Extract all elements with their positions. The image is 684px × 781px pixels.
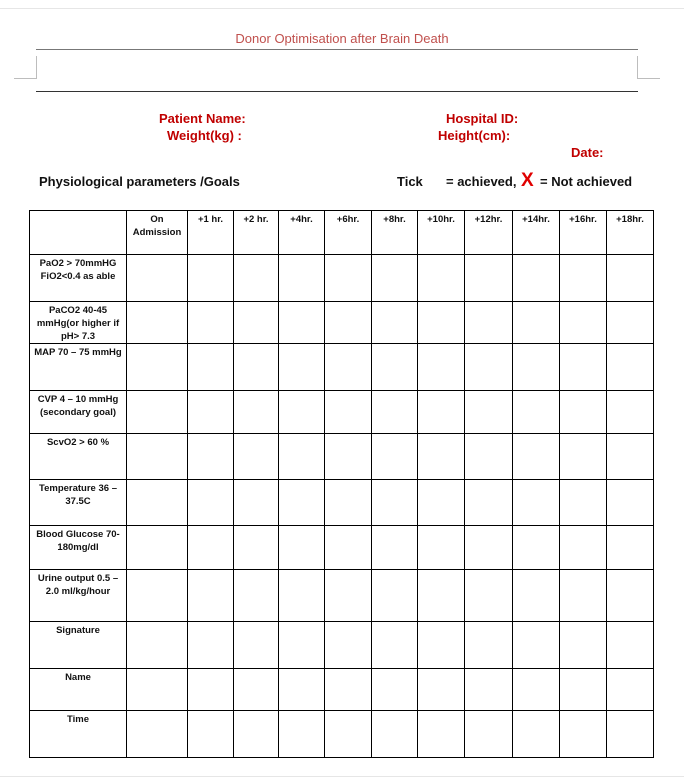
row-label: Blood Glucose 70-180mg/dl [30,526,127,570]
entry-cell[interactable] [465,526,513,570]
entry-cell[interactable] [560,526,607,570]
column-header: On Admission [127,211,188,255]
entry-cell[interactable] [513,622,560,669]
entry-cell[interactable] [418,255,465,302]
column-header: +16hr. [560,211,607,255]
entry-cell[interactable] [127,302,188,344]
entry-cell[interactable] [372,344,418,391]
entry-cell[interactable] [560,711,607,758]
entry-cell[interactable] [372,302,418,344]
column-header: +8hr. [372,211,418,255]
entry-cell[interactable] [418,434,465,480]
entry-cell[interactable] [127,480,188,526]
entry-cell[interactable] [127,434,188,480]
entry-cell[interactable] [560,622,607,669]
parameters-table [29,210,654,758]
entry-cell[interactable] [418,526,465,570]
table-corner-cell [30,211,127,255]
entry-cell[interactable] [607,711,654,758]
hospital-id-label: Hospital ID: [446,111,519,126]
entry-cell[interactable] [279,711,325,758]
entry-cell[interactable] [607,344,654,391]
entry-cell[interactable] [465,480,513,526]
entry-cell[interactable] [188,480,234,526]
column-header: +1 hr. [188,211,234,255]
column-header: +12hr. [465,211,513,255]
entry-cell[interactable] [372,669,418,711]
entry-cell[interactable] [127,344,188,391]
entry-cell[interactable] [607,391,654,434]
entry-cell[interactable] [188,344,234,391]
entry-cell[interactable] [560,255,607,302]
entry-cell[interactable] [465,570,513,622]
bottom-bar [0,776,684,781]
table-row [30,622,654,669]
entry-cell[interactable] [234,669,279,711]
entry-cell[interactable] [418,391,465,434]
entry-cell[interactable] [325,526,372,570]
entry-cell[interactable] [372,622,418,669]
entry-cell[interactable] [325,622,372,669]
entry-cell[interactable] [607,302,654,344]
column-header: +4hr. [279,211,325,255]
entry-cell[interactable] [127,526,188,570]
entry-cell[interactable] [127,391,188,434]
weight-label: Weight(kg) : [167,128,242,143]
entry-cell[interactable] [325,302,372,344]
entry-cell[interactable] [234,344,279,391]
entry-cell[interactable] [325,669,372,711]
entry-cell[interactable] [465,302,513,344]
left-margin-mark [14,56,37,79]
entry-cell[interactable] [279,344,325,391]
achieved-label: = achieved, [446,174,517,189]
entry-cell[interactable] [325,344,372,391]
entry-cell[interactable] [465,434,513,480]
entry-cell[interactable] [188,302,234,344]
table-row [30,434,654,480]
patient-name-label: Patient Name: [159,111,246,126]
entry-cell[interactable] [513,302,560,344]
entry-cell[interactable] [127,255,188,302]
entry-cell[interactable] [607,570,654,622]
entry-cell[interactable] [418,669,465,711]
entry-cell[interactable] [234,622,279,669]
table-row [30,570,654,622]
entry-cell[interactable] [513,669,560,711]
entry-cell[interactable] [127,711,188,758]
entry-cell[interactable] [188,255,234,302]
entry-cell[interactable] [188,622,234,669]
entry-cell[interactable] [372,526,418,570]
entry-cell[interactable] [607,434,654,480]
not-achieved-label: = Not achieved [540,174,633,189]
entry-cell[interactable] [560,480,607,526]
row-label: Time [30,711,127,758]
entry-cell[interactable] [325,434,372,480]
row-label: PaCO2 40-45 mmHg(or higher if pH> 7.3 [30,302,127,344]
entry-cell[interactable] [372,391,418,434]
entry-cell[interactable] [127,669,188,711]
entry-cell[interactable] [513,570,560,622]
entry-cell[interactable] [513,344,560,391]
entry-cell[interactable] [188,570,234,622]
entry-cell[interactable] [372,255,418,302]
entry-cell[interactable] [513,255,560,302]
entry-cell[interactable] [418,570,465,622]
entry-cell[interactable] [513,711,560,758]
entry-cell[interactable] [325,391,372,434]
entry-cell[interactable] [279,434,325,480]
entry-cell[interactable] [513,434,560,480]
entry-cell[interactable] [560,434,607,480]
entry-cell[interactable] [372,570,418,622]
table-row [30,526,654,570]
entry-cell[interactable] [513,480,560,526]
entry-cell[interactable] [325,480,372,526]
entry-cell[interactable] [188,526,234,570]
row-label: Signature [30,622,127,669]
table-row [30,391,654,434]
entry-cell[interactable] [279,570,325,622]
entry-cell[interactable] [188,391,234,434]
column-header: +14hr. [513,211,560,255]
entry-cell[interactable] [465,255,513,302]
entry-cell[interactable] [279,480,325,526]
entry-cell[interactable] [607,526,654,570]
section-heading: Physiological parameters /Goals [39,174,240,189]
entry-cell[interactable] [560,344,607,391]
table-header-row [30,211,654,255]
entry-cell[interactable] [325,711,372,758]
entry-cell[interactable] [560,669,607,711]
entry-cell[interactable] [418,344,465,391]
column-header: +10hr. [418,211,465,255]
column-header: +18hr. [607,211,654,255]
row-label: Urine output 0.5 – 2.0 ml/kg/hour [30,570,127,622]
entry-cell[interactable] [465,622,513,669]
entry-cell[interactable] [465,669,513,711]
entry-cell[interactable] [607,622,654,669]
row-label: PaO2 > 70mmHG FiO2<0.4 as able [30,255,127,302]
entry-cell[interactable] [325,570,372,622]
table-row [30,711,654,758]
top-bar [0,0,684,9]
document-title: Donor Optimisation after Brain Death [235,31,449,46]
right-margin-mark [637,56,660,79]
entry-cell[interactable] [560,391,607,434]
height-label: Height(cm): [438,128,511,143]
entry-cell[interactable] [234,391,279,434]
entry-cell[interactable] [418,480,465,526]
entry-cell[interactable] [325,255,372,302]
entry-cell[interactable] [513,526,560,570]
entry-cell[interactable] [418,711,465,758]
entry-cell[interactable] [418,622,465,669]
entry-cell[interactable] [279,302,325,344]
table-row [30,344,654,391]
entry-cell[interactable] [465,344,513,391]
entry-cell[interactable] [234,302,279,344]
entry-cell[interactable] [234,526,279,570]
row-label: MAP 70 – 75 mmHg [30,344,127,391]
row-label: CVP 4 – 10 mmHg (secondary goal) [30,391,127,434]
column-header: +2 hr. [234,211,279,255]
entry-cell[interactable] [418,302,465,344]
entry-cell[interactable] [279,255,325,302]
entry-cell[interactable] [279,391,325,434]
entry-cell[interactable] [560,302,607,344]
entry-cell[interactable] [513,391,560,434]
entry-cell[interactable] [234,480,279,526]
entry-cell[interactable] [465,391,513,434]
table-row [30,480,654,526]
entry-cell[interactable] [234,255,279,302]
entry-cell[interactable] [188,669,234,711]
entry-cell[interactable] [234,570,279,622]
entry-cell[interactable] [279,669,325,711]
header-rule-bottom [36,91,638,92]
table-row [30,669,654,711]
entry-cell[interactable] [607,255,654,302]
entry-cell[interactable] [188,434,234,480]
entry-cell[interactable] [560,570,607,622]
header-rule-top [36,49,638,50]
entry-cell[interactable] [465,711,513,758]
entry-cell[interactable] [372,434,418,480]
entry-cell[interactable] [607,480,654,526]
entry-cell[interactable] [372,480,418,526]
table-row [30,255,654,302]
entry-cell[interactable] [234,434,279,480]
date-label: Date: [571,145,604,160]
entry-cell[interactable] [234,711,279,758]
entry-cell[interactable] [372,711,418,758]
entry-cell[interactable] [127,570,188,622]
row-label: Name [30,669,127,711]
entry-cell[interactable] [279,622,325,669]
row-label: Temperature 36 – 37.5C [30,480,127,526]
entry-cell[interactable] [279,526,325,570]
entry-cell[interactable] [127,622,188,669]
row-label: ScvO2 > 60 % [30,434,127,480]
entry-cell[interactable] [188,711,234,758]
table-row [30,302,654,344]
tick-label: Tick [397,174,423,189]
entry-cell[interactable] [607,669,654,711]
x-mark-icon: X [521,170,534,191]
column-header: +6hr. [325,211,372,255]
